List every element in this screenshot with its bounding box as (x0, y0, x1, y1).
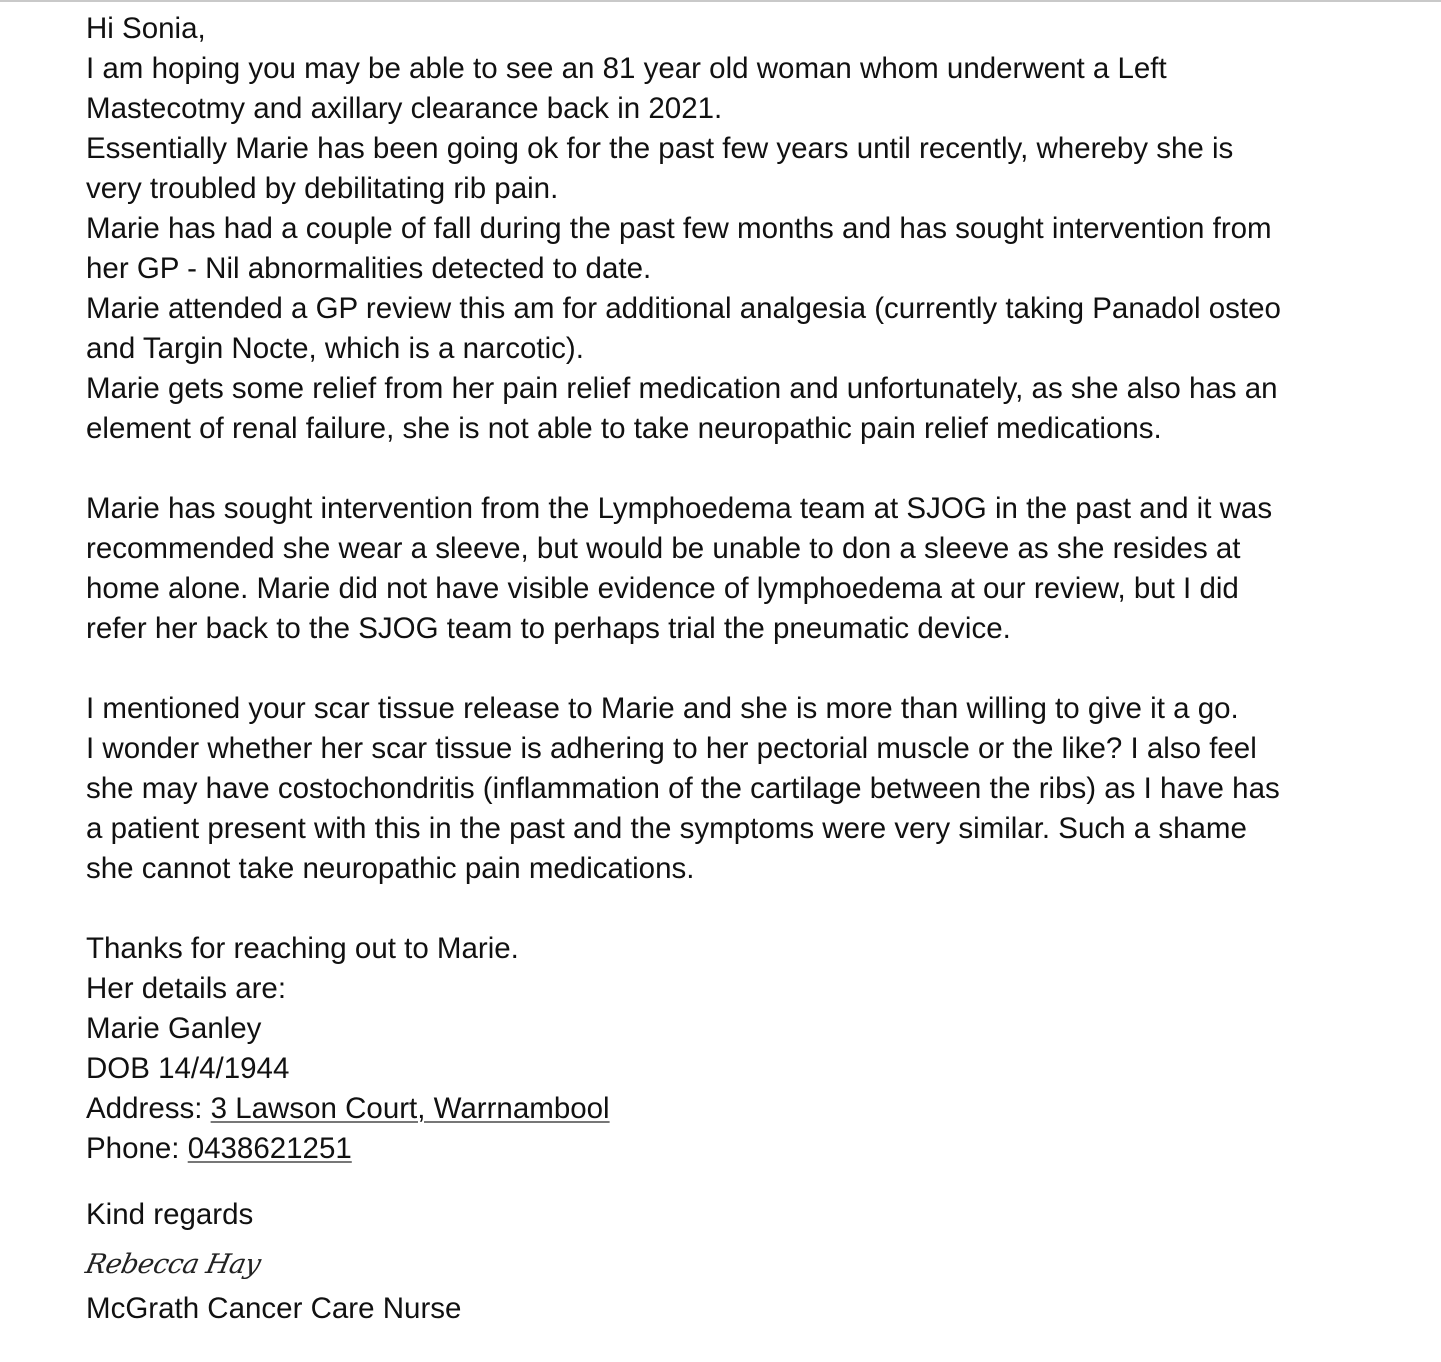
text-line: Mastecotmy and axillary clearance back in 2021. (86, 92, 723, 125)
paragraph-gap (86, 1169, 1416, 1195)
text-line: very troubled by debilitating rib pain. (86, 172, 559, 205)
text-line: Marie has had a couple of fall during the past few months and has sought intervention from (86, 212, 1272, 245)
phone-link[interactable]: 0438621251 (187, 1132, 352, 1165)
address-row (86, 1089, 1416, 1129)
phone-row (86, 1129, 1416, 1169)
top-divider (0, 0, 1441, 2)
text-line: her GP - Nil abnormalities detected to date. (86, 252, 652, 285)
phone-label: Phone: (86, 1132, 188, 1165)
text-line: Essentially Marie has been going ok for the past few years until recently, whereby she is (86, 132, 1234, 165)
text-line: I wonder whether her scar tissue is adhering to her pectorial muscle or the like? I also feel (86, 732, 1257, 765)
paragraph-scar-tissue (86, 689, 1416, 889)
text-line: recommended she wear a sleeve, but would be unable to don a sleeve as she resides at (86, 532, 1241, 565)
handwritten-signature: Rebecca Hay (82, 1249, 264, 1280)
text-line: refer her back to the SJOG team to perhaps trial the pneumatic device. (86, 612, 1011, 645)
greeting: Hi Sonia, (86, 12, 206, 45)
text-line: I mentioned your scar tissue release to Marie and she is more than willing to give it a go. (86, 692, 1239, 725)
text-line: she may have costochondritis (inflammation of the cartilage between the ribs) as I have has (86, 772, 1280, 805)
details-intro: Her details are: (86, 972, 287, 1005)
patient-dob: DOB 14/4/1944 (86, 1052, 290, 1085)
address-link[interactable]: 3 Lawson Court, Warrnambool (210, 1092, 610, 1125)
thanks-line: Thanks for reaching out to Marie. (86, 932, 519, 965)
signature-block (82, 1235, 1416, 1289)
patient-name: Marie Ganley (86, 1012, 262, 1045)
text-line: home alone. Marie did not have visible evidence of lymphoedema at our review, but I did (86, 572, 1239, 605)
paragraph-gap (86, 449, 1416, 489)
signature-title: McGrath Cancer Care Nurse (86, 1292, 462, 1325)
patient-details (86, 929, 1416, 1169)
text-line: and Targin Nocte, which is a narcotic). (86, 332, 584, 365)
paragraph-referral (86, 49, 1416, 449)
paragraph-lymphoedema (86, 489, 1416, 649)
text-line: she cannot take neuropathic pain medications. (86, 852, 695, 885)
text-line: a patient present with this in the past and the symptoms were very similar. Such a shame (86, 812, 1247, 845)
paragraph-gap (86, 889, 1416, 929)
text-line: Marie attended a GP review this am for additional analgesia (currently taking Panadol osteo (86, 292, 1281, 325)
address-label: Address: (86, 1092, 211, 1125)
text-line: element of renal failure, she is not able to take neuropathic pain relief medications. (86, 412, 1162, 445)
text-line: Marie gets some relief from her pain relief medication and unfortunately, as she also has an (86, 372, 1278, 405)
paragraph-gap (86, 649, 1416, 689)
text-line: Marie has sought intervention from the Lymphoedema team at SJOG in the past and it was (86, 492, 1273, 525)
email-body (82, 9, 1416, 1329)
closing: Kind regards (86, 1198, 254, 1231)
text-line: I am hoping you may be able to see an 81 year old woman whom underwent a Left (86, 52, 1167, 85)
